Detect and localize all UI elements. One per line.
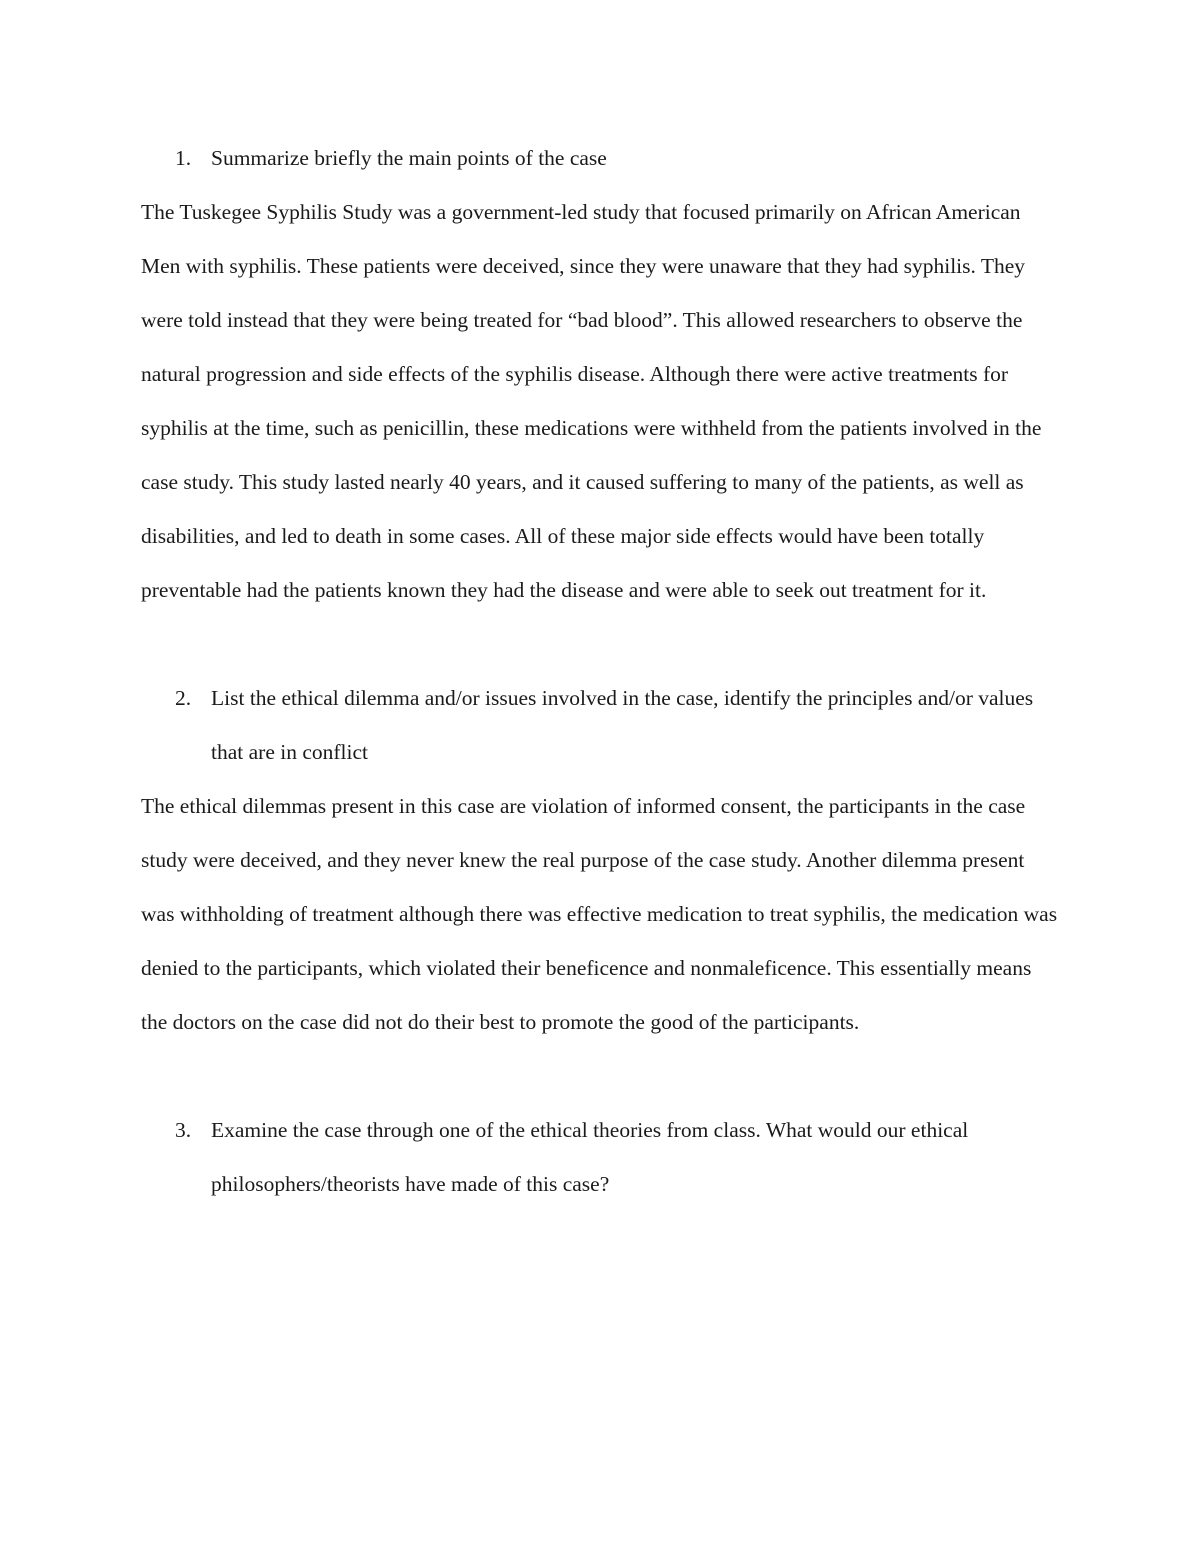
question-1 [141,131,1061,185]
question-text: List the ethical dilemma and/or issues involved in the case, identify the principles and/or values that are in conflict [211,686,1034,764]
question-2 [141,671,1061,779]
question-number: 1. [175,146,192,170]
section-spacer [141,1049,1061,1103]
question-number: 3. [175,1118,192,1142]
answer-1: The Tuskegee Syphilis Study was a government-led study that focused primarily on African American Men with syphilis. These patients were deceived, since they were unaware that they had syphilis. They were told instead that they were being treated for “bad blood”. This allowed researchers to observe the natural progression and side effects of the syphilis disease. Although there were active treatments for syphilis at the time, such as penicillin, these medications were withheld from the patients involved in the case study. This study lasted nearly 40 years, and it caused suffering to many of the patients, as well as disabilities, and led to death in some cases. All of these major side effects would have been totally preventable had the patients known they had the disease and were able to seek out treatment for it. [141,200,1042,602]
question-text: Summarize briefly the main points of the case [211,146,607,170]
section-spacer [141,617,1061,671]
document-body [141,131,1061,1211]
question-number: 2. [175,686,192,710]
question-3 [141,1103,1061,1211]
question-text: Examine the case through one of the ethical theories from class. What would our ethical philosophers/theorists have made of this case? [211,1118,969,1196]
answer-2: The ethical dilemmas present in this case are violation of informed consent, the participants in the case study were deceived, and they never knew the real purpose of the case study. Another dilemma present was withholding of treatment although there was effective medication to treat syphilis, the medication was denied to the participants, which violated their beneficence and nonmaleficence. This essentially means the doctors on the case did not do their best to promote the good of the participants. [141,794,1058,1034]
